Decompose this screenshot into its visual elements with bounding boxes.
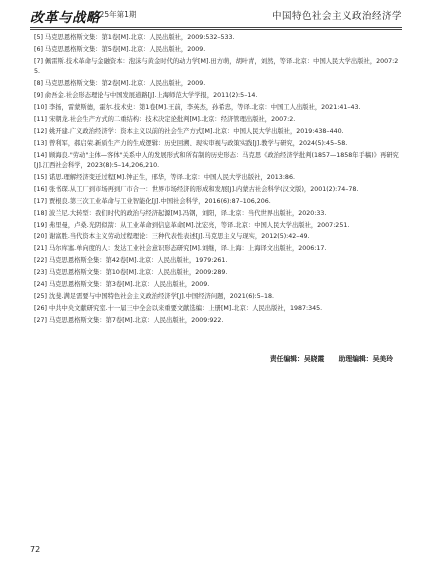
reference-number: [10] [34,103,47,111]
reference-text: 弗里曼，卢桑.光阴似箭：从工业革命到信息革命[M].沈宏亮，等译.北京：中国人民大学出版社，2007:251. [48,221,350,229]
reference-text: 宋朝龙.社会生产方式的二重结构：技术决定论批判[M].北京：经济管理出版社，2007:2. [48,115,296,123]
reference-number: [19] [34,221,47,229]
reference-number: [26] [34,304,47,312]
reference-item [34,115,400,125]
reference-item [34,151,400,172]
reference-number: [25] [34,292,47,300]
reference-item [34,79,400,89]
page-header [30,6,402,26]
reference-item [34,139,400,149]
reference-item [34,91,400,101]
page-number: 72 [30,545,41,554]
reference-item [34,185,400,195]
reference-item [34,127,400,137]
reference-text: 马克思恩格斯文集：第2卷[M].北京：人民出版社，2009. [44,80,206,88]
reference-item [34,33,400,43]
reference-text: 马克思恩格斯文集：第1卷[M].北京：人民出版社，2009:532–533. [44,34,235,41]
reference-number: [9] [34,92,43,100]
reference-text: 马克思恩格斯文集：第5卷[M].北京：人民出版社，2009. [44,45,206,53]
reference-text: 李扬，雷蒙斯德，霍尔.技术史：第1卷[M].王前，李英杰，孙希忠，等译.北京：中国工人出版社，2021:41–43. [48,103,361,111]
reference-item [34,256,400,266]
reference-number: [22] [34,257,47,265]
reference-text: 马克思恩格斯文集：第10卷[M].北京：人民出版社，2009:289. [48,269,228,277]
reference-number: [15] [34,173,47,181]
reference-text: 马尔库塞.单向度的人：发达工业社会意识形态研究[M].刘继，译.上海：上海译文出版社，2006:17. [48,245,327,253]
reference-text: 贾根良.第三次工业革命与工业智能化[J].中国社会科学，2016(6):87–106,206. [48,197,271,205]
reference-list [34,33,400,328]
reference-item [34,103,400,113]
reference-text: 谢富胜.当代资本主义劳动过程理论：三种代表性表述[J].马克思主义与现实，2012(5):42–49. [48,233,310,241]
reference-number: [7] [34,57,43,65]
reference-item [34,268,400,278]
reference-text: 波兰尼.大转型：我们时代的政治与经济起源[M].冯钢，刘阳，译.北京：当代世界出版社，2020:33. [48,209,327,217]
reference-item [34,209,400,219]
reference-item [34,173,400,183]
reference-number: [12] [34,127,47,135]
reference-number: [5] [34,34,43,41]
reference-text: 顾海良."劳动"主体—客体"关系中人的发展形式和所有制的历史形态：马克思《政治经济学批判(1857—1858年手稿)》再研究[J].江西社会科学，2023(8):5–14,206,210. [34,151,399,169]
reference-number: [27] [34,316,47,324]
reference-text: 马克思恩格斯全集：第42卷[M].北京：人民出版社，1979:261. [48,257,228,265]
reference-item [34,304,400,314]
reference-number: [11] [34,115,47,123]
reference-text: 中共中央文献研究室.十一届三中全会以来重要文献选编：上册[M].北京：人民出版社，1987:345. [48,304,323,312]
reference-item [34,232,400,242]
assistant-editor: 助理编辑：吴美玲 [338,355,393,363]
reference-number: [6] [34,45,43,53]
reference-item [34,45,400,55]
reference-item [34,292,400,302]
reference-number: [21] [34,245,47,253]
reference-number: [13] [34,139,47,147]
reference-number: [16] [34,185,47,193]
reference-number: [14] [34,151,47,159]
editors-line [258,353,393,363]
issue-label: 2025年第1期 [90,10,137,19]
journal-logo: 改革与战略 [30,10,100,26]
reference-text: 沈斐.满足需要与中国特色社会主义政治经济学[J].中国经济问题，2021(6):5–18. [48,292,274,300]
reference-number: [18] [34,209,47,217]
reference-text: 俞吾金.社会形态理论与中国发展道路[J].上海师范大学学报，2011(2):5–14. [44,92,258,100]
reference-item [34,221,400,231]
reference-item [34,197,400,207]
reference-text: 姚开建.广义政治经济学：资本主义以前的社会生产方式[M].北京：中国人民大学出版社，2019:438–440. [48,127,344,135]
header-rule-thin [30,29,402,30]
reference-number: [20] [34,233,47,241]
reference-number: [17] [34,197,47,205]
reference-text: 张书琛.从工厂到市场再到厂市合一：世界市场经济的形成和发展[J].内蒙古社会科学(汉文版)，2001(2):74–78. [48,185,359,193]
reference-text: 诺思.理解经济变迁过程[M].钟正生，邢华，等译.北京：中国人民大学出版社，2013:86. [48,173,295,181]
reference-item [34,57,400,78]
reference-text: 马克思恩格斯文集：第7卷[M].北京：人民出版社，2009:922. [48,316,224,324]
reference-item [34,316,400,326]
reference-text: 曾利军，郝启荣.新质生产力的生成逻辑：历史回溯、现实审视与政策实践[J].教学与研究，2024(5):45–58. [48,139,348,147]
reference-number: [8] [34,80,43,88]
reference-number: [23] [34,269,47,277]
section-title: 中国特色社会主义政治经济学 [271,11,402,22]
reference-number: [24] [34,281,47,289]
reference-text: 佩雷斯.技术革命与金融资本：泡沫与黄金时代的动力学[M].田方萌，胡叶青，刘然，等译.北京：中国人民大学出版社，2007:25. [34,57,399,76]
header-rule [30,27,402,28]
reference-item [34,244,400,254]
reference-item [34,280,400,290]
responsible-editor: 责任编辑：吴晓霞 [269,355,325,363]
reference-text: 马克思恩格斯文集：第3卷[M].北京：人民出版社，2009. [48,281,210,289]
